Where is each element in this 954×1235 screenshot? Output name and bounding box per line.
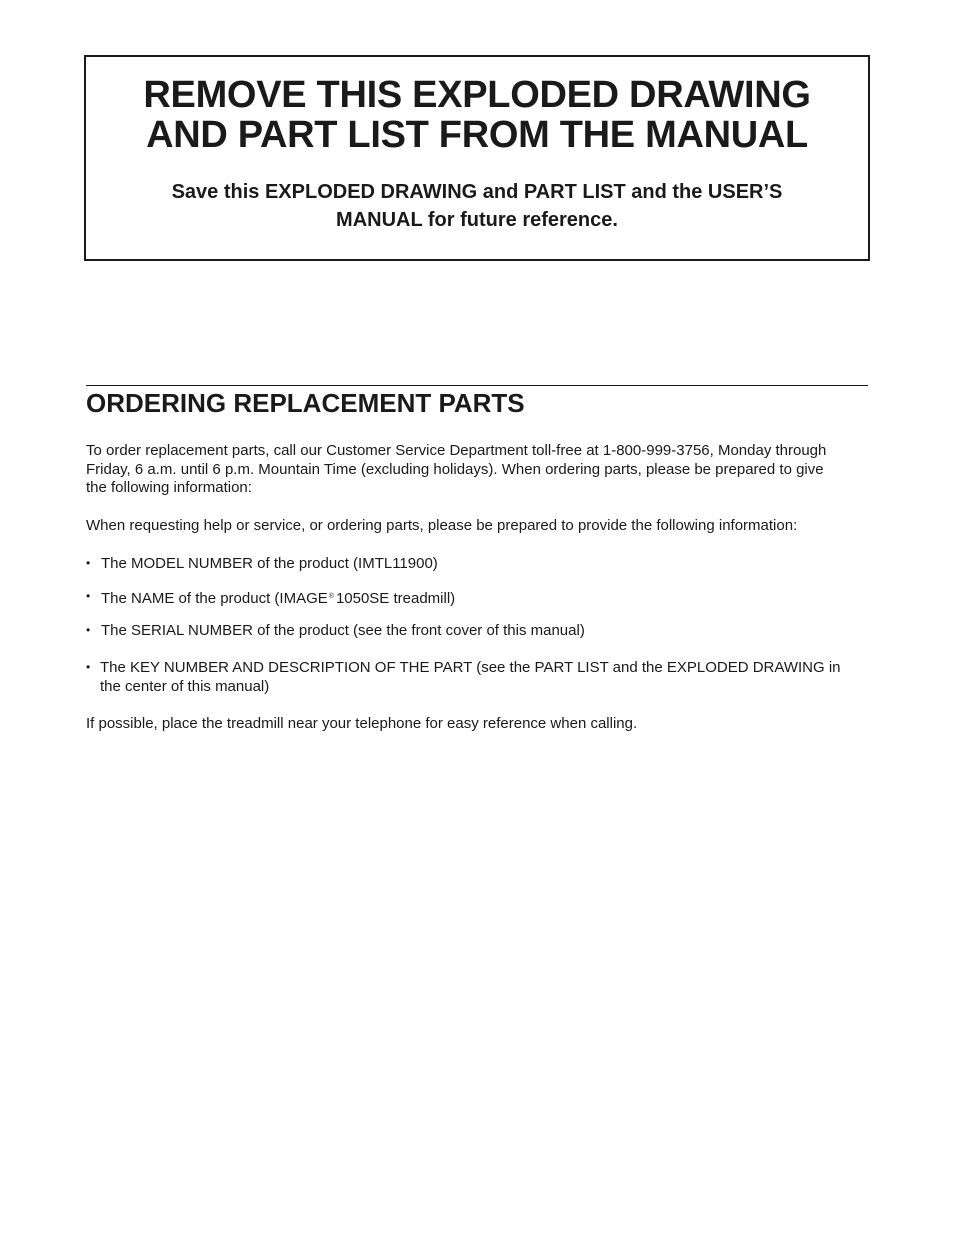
bullet-dot-icon: • [86,623,91,637]
list-item-serial-number [86,621,876,640]
list-item-text-line-1: The KEY NUMBER AND DESCRIPTION OF THE PART (see the PART LIST and the EXPLODED DRAWING in [100,659,841,676]
notice-title-line-1: REMOVE THIS EXPLODED DRAWING [143,74,811,116]
intro-paragraph [86,442,876,498]
intro-line-3: the following information: [86,479,252,496]
list-item-product-name [86,587,876,608]
notice-box [84,55,870,261]
list-item-text-before: The NAME of the product (IMAGE [101,590,328,607]
bullet-dot-icon: • [86,589,91,603]
list-item-text: The MODEL NUMBER of the product (IMTL11900) [101,555,438,572]
bullet-dot-icon: • [86,556,91,570]
list-item-text [86,587,876,608]
list-item-text: The SERIAL NUMBER of the product (see the front cover of this manual) [101,622,585,639]
intro-line-2: Friday, 6 a.m. until 6 p.m. Mountain Time (excluding holidays). When ordering parts, please be prepared to give [86,460,824,478]
closing-paragraph: If possible, place the treadmill near your telephone for easy reference when calling. [86,715,638,732]
notice-subtitle-line-1: Save this EXPLODED DRAWING and PART LIST and the USER’S [171,181,783,203]
section-title: ORDERING REPLACEMENT PARTS [86,388,525,418]
list-item-model-number [86,554,876,573]
notice-title [86,75,868,155]
intro-line-1: To order replacement parts, call our Customer Service Department toll-free at 1-800-999-3756, Monday through [86,442,827,459]
notice-title-line-2: AND PART LIST FROM THE MANUAL [146,114,808,156]
bullet-dot-icon: • [86,660,91,674]
registered-mark: ® [328,593,334,600]
list-item-key-number [86,658,876,696]
notice-subtitle [126,178,828,234]
notice-subtitle-line-2: MANUAL for future reference. [336,209,618,231]
request-paragraph: When requesting help or service, or ordering parts, please be prepared to provide the following information: [86,517,798,534]
list-item-text-line-2: the center of this manual) [100,678,270,695]
list-item-text-after: 1050SE treadmill) [335,590,456,607]
